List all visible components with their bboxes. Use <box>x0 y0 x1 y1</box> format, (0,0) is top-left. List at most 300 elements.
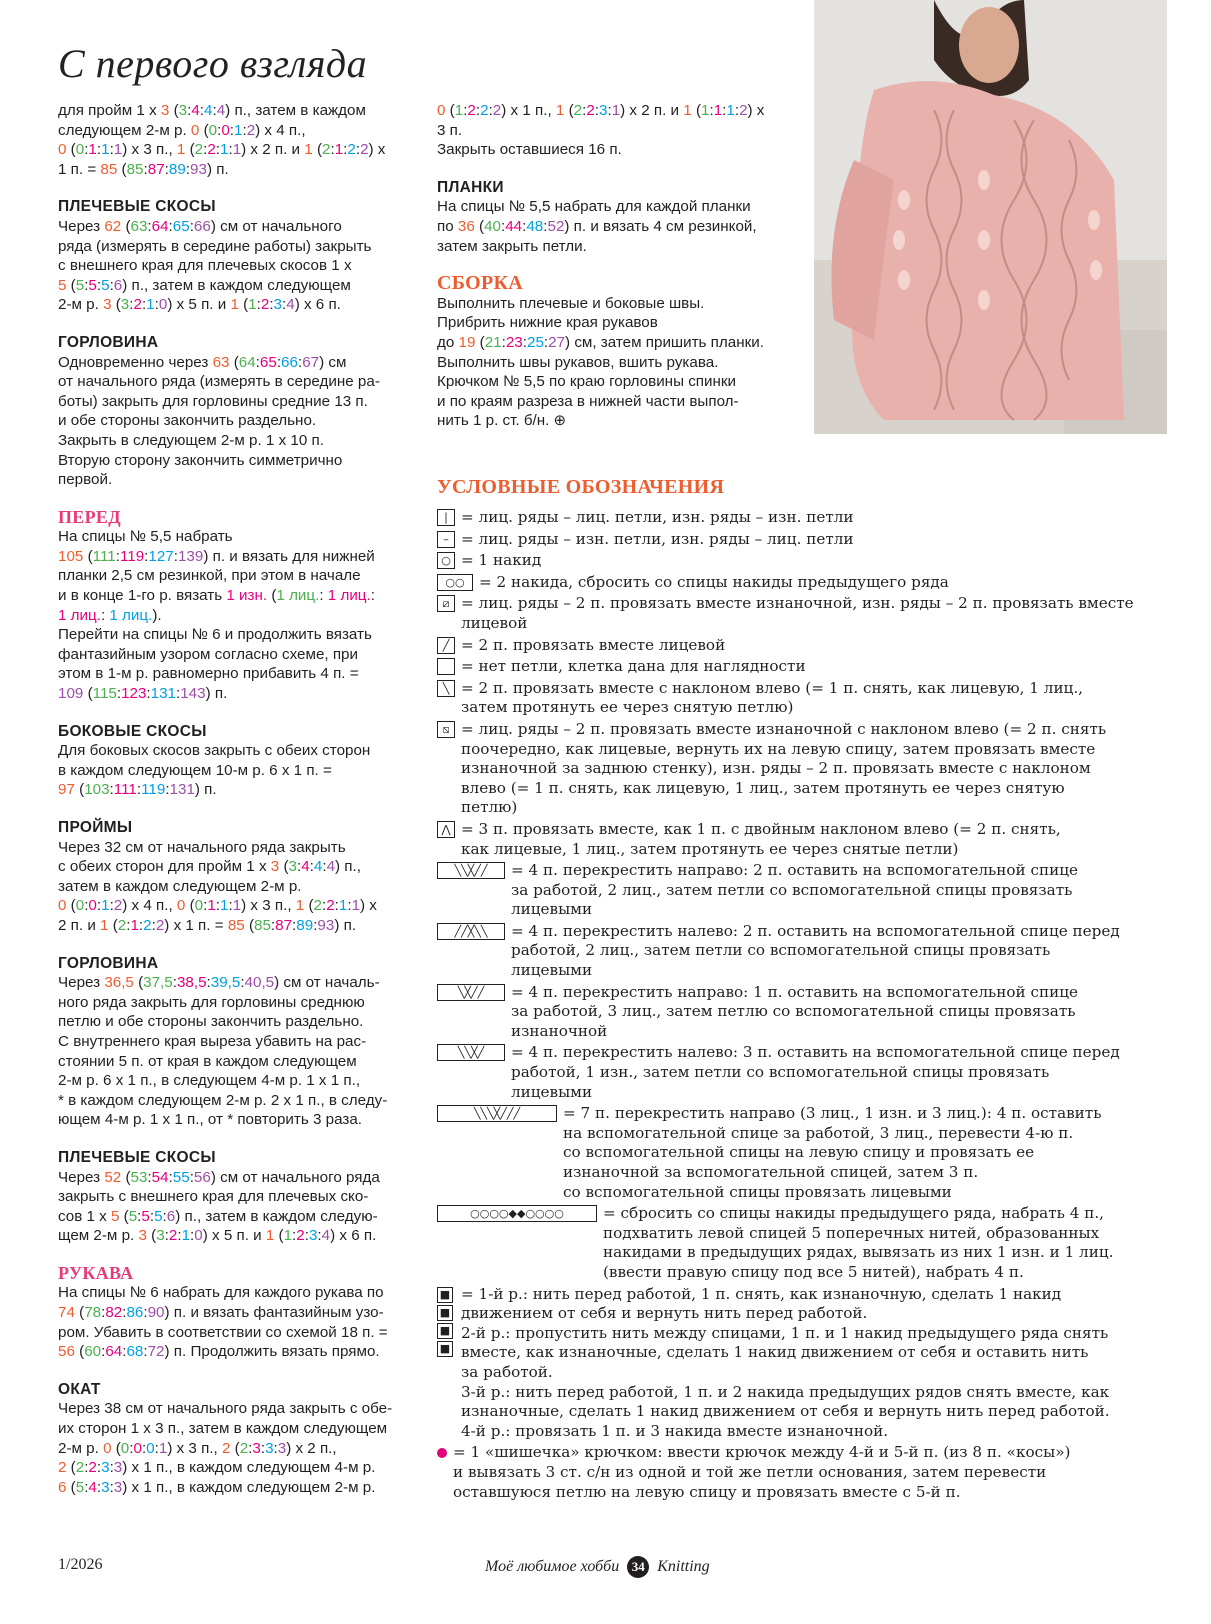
size-value: 1 <box>230 296 239 314</box>
text-run: ( <box>691 102 701 119</box>
size-value: 53 <box>130 1168 148 1186</box>
size-value: 5 <box>110 1207 120 1225</box>
size-value: 36,5 <box>104 974 134 992</box>
size-value: 56 <box>58 1343 75 1361</box>
size-value: 67 <box>302 353 320 371</box>
size-value: 66 <box>281 353 298 371</box>
text-run: : <box>143 1304 148 1322</box>
section-heading: ГОРЛОВИНА <box>58 954 159 972</box>
section-heading: ОКАТ <box>58 1380 101 1398</box>
text-run: : <box>215 141 220 159</box>
instruction-paragraph <box>437 101 787 160</box>
text-run: ) х 6 п. <box>330 1227 377 1245</box>
text-run: : <box>260 1439 266 1457</box>
text-run: ) п. и вязать фантазийным узо- ром. Убавить в соответствии со схемой 18 п. = <box>58 1304 388 1341</box>
size-value: 2 <box>347 141 356 159</box>
text-run: : <box>109 276 114 294</box>
size-value: 36 <box>457 217 475 235</box>
size-value: 4 <box>326 858 336 876</box>
size-value: 87 <box>275 916 293 934</box>
text-run: : <box>122 1304 127 1322</box>
legend-row <box>437 636 1177 656</box>
legend-row <box>437 657 1177 677</box>
text-run: : <box>500 217 506 235</box>
size-value: 72 <box>147 1343 165 1361</box>
size-value: 27 <box>548 333 566 351</box>
text-run: ) х 2 п., <box>286 1439 337 1457</box>
text-run: ( <box>83 685 93 703</box>
text-run: : <box>126 916 131 934</box>
size-value: 3 <box>178 102 188 119</box>
instruction-paragraph <box>58 527 408 703</box>
section-heading: ПЛАНКИ <box>437 178 504 196</box>
text-run: : <box>189 217 194 235</box>
size-value: 3 <box>288 858 297 876</box>
text-run: Через 32 см от начального ряда закрыть с обеих сторон для пройм 1 х <box>58 838 346 876</box>
size-value: 1 <box>113 141 123 159</box>
sweater-photo-illustration <box>814 0 1167 434</box>
size-value: 143 <box>180 685 206 703</box>
size-value: 127 <box>148 547 174 565</box>
legend-text: = 2 п. провязать вместе лицевой <box>461 635 726 654</box>
text-run: : <box>734 102 740 119</box>
section-heading: ПЛЕЧЕВЫЕ СКОСЫ <box>58 1148 216 1166</box>
text-run: ( <box>445 102 455 119</box>
size-value: 52 <box>104 1168 122 1186</box>
text-run: На спицы № 5,5 набрать <box>58 528 233 546</box>
spacer <box>58 1362 408 1380</box>
text-run: ) х 3 п., <box>167 1439 222 1457</box>
text-run: ( <box>244 916 254 934</box>
text-run: ) см, затем пришить планки. Выполнить швы рукавов, вшить рукава. Крючком № 5,5 по краю горловины спинки и по краям разреза в нижней части выпол- нить 1 р. ст. б/н. ⊕ <box>437 333 764 430</box>
size-value: 2 <box>75 1459 85 1477</box>
text-run: : <box>96 276 102 294</box>
text-run: ( <box>199 121 209 139</box>
section-heading: СБОРКА <box>437 272 524 295</box>
text-run: ). Перейти на спицы № 6 и продолжить вязать фантазийным узором согласно схеме, при этом в 1-м р. равномерно прибавить 4 п. = <box>58 606 372 683</box>
size-value: 48 <box>526 217 544 235</box>
size-value: 0 <box>158 296 168 314</box>
text-run: ) х 3 п., <box>241 897 296 915</box>
size-value: 3 <box>308 1227 318 1245</box>
size-value: 1 <box>207 897 216 915</box>
text-run: : <box>154 296 159 314</box>
text-run: ) х 1 п. = <box>58 141 386 178</box>
spacer <box>58 936 408 954</box>
text-run: : <box>709 102 714 119</box>
legend-text: = 2 накида, сбросить со спицы накиды предыдущего ряда <box>479 572 949 591</box>
text-run: : <box>343 141 348 159</box>
text-run: ) х 1 п., <box>501 102 556 119</box>
text-run: : <box>228 897 233 915</box>
size-value: 1 <box>101 897 110 915</box>
size-value: 0 <box>437 102 446 119</box>
size-value: 2 <box>239 1439 249 1457</box>
size-value: 1 <box>295 897 305 915</box>
footer-section: Knitting <box>657 1558 710 1575</box>
text-run: ( <box>304 897 314 915</box>
text-run: ( <box>66 141 76 159</box>
text-run: ) х 3 п., <box>122 141 177 159</box>
text-run: ( <box>74 1343 85 1361</box>
text-run: : <box>129 1439 134 1457</box>
text-run: Выполнить плечевые и боковые швы. Прибрить нижние края рукавов до <box>437 294 705 351</box>
size-value: 63 <box>212 353 230 371</box>
size-value: 3 <box>277 1439 287 1457</box>
size-value: 52 <box>547 217 565 235</box>
text-run: ) п. и вязать 4 см резинкой, затем закрыть петли. <box>437 217 757 255</box>
text-run: : <box>129 296 134 314</box>
size-value: 3 <box>273 296 282 314</box>
size-value: 0 <box>75 897 85 915</box>
spacer <box>58 800 408 818</box>
size-value: 0 <box>103 1439 112 1457</box>
size-value: 2 <box>88 1459 97 1477</box>
instruction-paragraph <box>58 973 408 1130</box>
size-value: 1 <box>88 141 97 159</box>
text-run: : <box>255 353 260 371</box>
size-value: 2 <box>360 141 369 159</box>
size-value: 2 <box>117 916 127 934</box>
text-run: : <box>137 1207 142 1225</box>
size-value: 5 <box>128 1207 138 1225</box>
spacer <box>58 1246 408 1264</box>
text-run: ) х 5 п. и <box>202 1227 266 1245</box>
size-value: 5 <box>58 276 67 294</box>
text-run: ( <box>274 1227 284 1245</box>
legend-row <box>437 1043 1177 1102</box>
text-run: ) см от начального ряда (измерять в середине ра- боты) закрыть для горловины средние 13 п. и обе стороны закончить раздельно. Закрыть в следующем 2-м р. 1 х 10 п. Вторую сторону закончить симметрично первой. <box>58 353 380 489</box>
left-column <box>58 101 408 1497</box>
size-value: 6 <box>58 1478 67 1496</box>
text-run: : <box>109 1478 114 1496</box>
text-run: ( <box>108 916 118 934</box>
size-value: 0 <box>75 141 85 159</box>
size-value: 0 <box>194 1227 203 1245</box>
size-value: 2 <box>207 141 216 159</box>
size-value: 2 <box>113 897 123 915</box>
size-value: 111 <box>92 547 116 565</box>
text-run: Одновременно через <box>58 353 213 371</box>
text-run: : <box>116 685 122 703</box>
instruction-paragraph <box>58 217 408 315</box>
size-value: 2 <box>573 102 583 119</box>
size-value: 103 <box>84 781 110 799</box>
text-run: ( <box>83 547 93 565</box>
size-value: 64 <box>151 217 169 235</box>
text-run: ) х 4 п., <box>122 897 177 915</box>
size-value: 3 <box>138 1227 147 1245</box>
text-run: : <box>273 1439 278 1457</box>
size-value: 1 <box>726 102 735 119</box>
size-value: 1 <box>248 296 257 314</box>
size-value: 2 <box>221 1439 231 1457</box>
text-run: ) х 6 п. <box>294 296 341 314</box>
size-value: 2 <box>194 141 204 159</box>
size-value: 89 <box>168 160 186 178</box>
size-value: 0 <box>208 121 218 139</box>
size-value: 65 <box>172 217 190 235</box>
legend-row <box>437 573 1177 593</box>
instruction-paragraph <box>58 1283 408 1361</box>
size-value: 0 <box>190 121 200 139</box>
size-value: 0 <box>120 1439 130 1457</box>
size-value: 2 <box>155 916 165 934</box>
size-value: 1 лиц. <box>58 606 101 624</box>
text-run: : <box>84 141 89 159</box>
size-value: 3 <box>270 858 280 876</box>
text-run: : <box>146 685 151 703</box>
size-value: 3 <box>120 296 130 314</box>
size-value: 1 <box>234 121 243 139</box>
text-run: : <box>187 102 192 119</box>
text-run: ) х 1 п., в каждом следующем 4-м р. <box>122 1459 376 1477</box>
text-run: : <box>304 1227 309 1245</box>
size-value: 78 <box>84 1304 102 1322</box>
text-run: : <box>109 781 114 799</box>
instruction-paragraph <box>58 1168 408 1246</box>
text-run: : <box>151 916 156 934</box>
legend-row <box>437 1104 1177 1202</box>
text-run: : <box>147 1168 152 1186</box>
text-run: Через <box>58 217 105 235</box>
size-value: 68 <box>126 1343 144 1361</box>
legend-text: = лиц. ряды – 2 п. провязать вместе изнаночной, изн. ряды – 2 п. провязать вместе лицевой <box>461 594 1134 632</box>
text-run: ) п. <box>205 685 228 703</box>
text-run: : <box>164 160 169 178</box>
text-run: ( <box>267 587 277 605</box>
text-run: : <box>168 217 173 235</box>
spacer <box>58 179 408 197</box>
size-value: 63 <box>130 217 148 235</box>
size-value: 2 <box>313 897 322 915</box>
stitch-symbol-icon: ╲╲╳╱ <box>437 1044 505 1061</box>
text-run: ( <box>111 1439 121 1457</box>
size-value: 44 <box>505 217 523 235</box>
text-run: ) п. и вязать для нижней планки 2,5 см резинкой, при этом в начале и в конце 1-го р. вязать <box>58 547 375 605</box>
text-run: : <box>199 102 205 119</box>
stitch-symbol-icon: ⧅ <box>437 721 455 738</box>
text-run: : <box>594 102 599 119</box>
legend-text: = 1-й р.: нить перед работой, 1 п. снять, как изнаночную, сделать 1 накид движением от себя и вернуть нить перед работой. 2-й р.: пропустить нить между спицами, 1 п. и 1 накид предыдущего ряда снять вместе, как изнаночные, сделать 1 накид движением от себя и оставить нить за работой. 3-й р.: нить перед работой, 1 п. и 2 накида предыдущих рядов снять вместе, как изнаночные, сделать 1 накид движением от себя и вернуть нить перед работой. 4-й р.: провязать 1 п. и 3 накида вместе изнаночной. <box>461 1284 1110 1440</box>
stitch-symbol-icon: ╲╳╱╱ <box>437 984 505 1001</box>
size-value: 85 <box>227 916 245 934</box>
text-run: ) п., затем в каждом следующем 2-м р. <box>58 858 361 895</box>
instruction-paragraph <box>437 294 787 431</box>
size-value: 5 <box>88 276 97 294</box>
text-run: ) х 4 п., <box>255 121 306 139</box>
size-value: 119 <box>141 781 166 799</box>
size-value: 5 <box>141 1207 150 1225</box>
legend-row <box>437 1204 1177 1282</box>
stitch-symbol-icon: ╱╱╳╲╲ <box>437 923 505 940</box>
size-value: 2 <box>133 296 142 314</box>
size-value: 38,5 <box>176 974 207 992</box>
middle-column <box>437 101 787 431</box>
text-run: Через <box>58 1168 105 1186</box>
spacer <box>58 1130 408 1148</box>
text-run: ( <box>66 897 76 915</box>
text-run: : <box>309 858 314 876</box>
text-run: ) х 1 п., в каждом следующем 2-м р. <box>122 1478 376 1496</box>
instruction-paragraph <box>58 353 408 490</box>
text-run: : <box>162 1207 167 1225</box>
slip-stitch-symbol-icon: ■ ■ ■ ■ <box>437 1286 453 1358</box>
size-value: 1 изн. <box>226 587 268 605</box>
size-value: 85 <box>100 160 118 178</box>
stitch-symbol-icon: | <box>437 509 455 526</box>
text-run: : <box>292 1227 297 1245</box>
instruction-paragraph <box>58 741 408 800</box>
text-run: ( <box>230 1439 240 1457</box>
size-value: 1 <box>232 141 242 159</box>
text-run: : <box>109 141 114 159</box>
size-value: 1 <box>283 1227 293 1245</box>
text-run: : <box>101 1304 106 1322</box>
text-run: : <box>203 141 208 159</box>
text-run: : <box>256 296 261 314</box>
text-run: ) см от начального ряда закрыть с внешнего края для плечевых ско- сов 1 х <box>58 1168 380 1225</box>
size-value: 0 <box>88 897 97 915</box>
size-value: 1 <box>181 1227 191 1245</box>
size-value: 119 <box>119 547 145 565</box>
text-run: : <box>317 1227 322 1245</box>
legend-row <box>437 530 1177 550</box>
text-run: : <box>522 333 527 351</box>
footer-issue: 1/2026 <box>58 1556 103 1573</box>
section-heading: БОКОВЫЕ СКОСЫ <box>58 722 207 740</box>
size-value: 6 <box>113 276 123 294</box>
text-run: : <box>475 102 481 119</box>
text-run: : <box>109 897 114 915</box>
stitch-symbol-icon: ╲╲╲╳╱╱╱ <box>437 1105 557 1122</box>
size-value: 2 <box>739 102 748 119</box>
model-photo <box>814 0 1167 434</box>
text-run: ( <box>66 1478 76 1496</box>
text-run: ( <box>169 102 179 119</box>
text-run: ( <box>475 333 485 351</box>
text-run: : <box>501 333 506 351</box>
size-value: 21 <box>484 333 502 351</box>
text-run: ( <box>133 974 144 992</box>
text-run: ( <box>121 217 131 235</box>
text-run: : <box>463 102 468 119</box>
text-run: : <box>722 102 727 119</box>
size-value: 1 <box>338 897 348 915</box>
text-run: : <box>84 897 89 915</box>
legend-row <box>437 679 1177 718</box>
text-run: : <box>189 1168 194 1186</box>
size-value: 1 <box>220 141 229 159</box>
text-run: ( <box>146 1227 157 1245</box>
size-value: 5 <box>101 276 110 294</box>
text-run: : <box>168 1168 173 1186</box>
text-run: ( <box>119 1207 129 1225</box>
legend-row <box>437 922 1177 981</box>
size-value: 1 лиц. <box>276 587 320 605</box>
size-value: 105 <box>58 547 84 565</box>
size-value: 1 <box>454 102 464 119</box>
size-value: 3 <box>265 1439 274 1457</box>
footer-magazine <box>485 1556 710 1578</box>
size-value: 19 <box>458 333 476 351</box>
size-value: 93 <box>190 160 207 178</box>
text-run: ) х 2 п. и <box>58 897 377 934</box>
text-run: : <box>203 897 208 915</box>
stitch-symbol-icon: ╲╲╳╱╱ <box>437 862 505 879</box>
size-value: 2 <box>168 1227 178 1245</box>
size-value: 109 <box>58 685 84 703</box>
text-run: : <box>141 1439 147 1457</box>
text-run: ) п., затем в каждом следующем 2-м р. <box>58 102 366 139</box>
size-value: 4 <box>204 102 213 119</box>
size-value: 4 <box>321 1227 331 1245</box>
stitch-symbol-icon: ○ <box>437 552 455 569</box>
size-value: 3 <box>599 102 608 119</box>
text-run: : <box>206 974 211 992</box>
text-run: : <box>172 974 177 992</box>
stitch-symbol-icon: ○○ <box>437 574 473 591</box>
stitch-symbol-icon <box>437 658 455 675</box>
text-run: : <box>164 1227 169 1245</box>
legend-row <box>437 594 1177 633</box>
text-run: ( <box>185 897 195 915</box>
text-run: ) п. <box>334 916 357 934</box>
text-run: : <box>96 1478 102 1496</box>
size-value: 89 <box>296 916 314 934</box>
legend-text: = 4 п. перекрестить налево: 3 п. оставить на вспомогательной спице перед работой, 1 изн., затем петли со вспомогательной спицы провязать лицевыми <box>511 1043 1120 1101</box>
size-value: 87 <box>147 160 165 178</box>
size-value: 1 <box>100 916 109 934</box>
size-value: 0 <box>146 1439 155 1457</box>
text-run: : <box>355 141 361 159</box>
text-run: ( <box>185 141 195 159</box>
size-value: 1 <box>334 141 344 159</box>
text-run: : <box>138 916 144 934</box>
size-value: 90 <box>147 1304 165 1322</box>
section-heading: ГОРЛОВИНА <box>58 333 159 351</box>
text-run: ) х 3 п. Закрыть оставшиеся 16 п. <box>437 102 765 159</box>
text-run: : <box>141 296 147 314</box>
text-run: : <box>269 296 274 314</box>
size-value: 1 <box>101 141 110 159</box>
size-value: 1 <box>232 897 242 915</box>
text-run: ) х 1 п. = <box>164 916 228 934</box>
spacer <box>58 704 408 722</box>
legend-text: = лиц. ряды – 2 п. провязать вместе изнаночной с наклоном влево (= 2 п. снять поочередно, как лицевые, вернуть их на левую спицу, затем провязать вместе изнаночной за заднюю стенку), изн. ряды – 2 п. провязать вместе с наклоном влево (= 1 п. снять, как лицевую, 1 лиц., затем протянуть ее через снятую петлю) <box>461 719 1107 817</box>
text-run: ( <box>66 276 76 294</box>
size-value: 1 <box>555 102 565 119</box>
text-run: : <box>185 160 191 178</box>
size-value: 1 <box>130 916 139 934</box>
size-value: 2 <box>492 102 502 119</box>
legend-text: = лиц. ряды – лиц. петли, изн. ряды – изн. петли <box>461 508 854 526</box>
size-value: 2 <box>58 1459 67 1477</box>
page-title: С первого взгляда <box>58 41 368 86</box>
text-run: ( <box>564 102 574 119</box>
text-run: ( <box>279 858 289 876</box>
size-value: 115 <box>92 685 117 703</box>
text-run: : <box>176 685 181 703</box>
legend-text: = 2 п. провязать вместе с наклоном влево (= 1 п. снять, как лицевую, 1 лиц., затем протянуть ее через снятую петлю) <box>461 678 1083 717</box>
size-value: 1 <box>611 102 621 119</box>
text-run: : <box>190 1227 195 1245</box>
text-run: ( <box>238 296 249 314</box>
spacer <box>437 160 787 178</box>
stitch-symbol-icon: ○○○○◆◆○○○○ <box>437 1205 597 1222</box>
text-run: ) п. Продолжить вязать прямо. <box>164 1343 380 1361</box>
footer-magazine-name: Моё любимое хобби <box>485 1558 620 1575</box>
